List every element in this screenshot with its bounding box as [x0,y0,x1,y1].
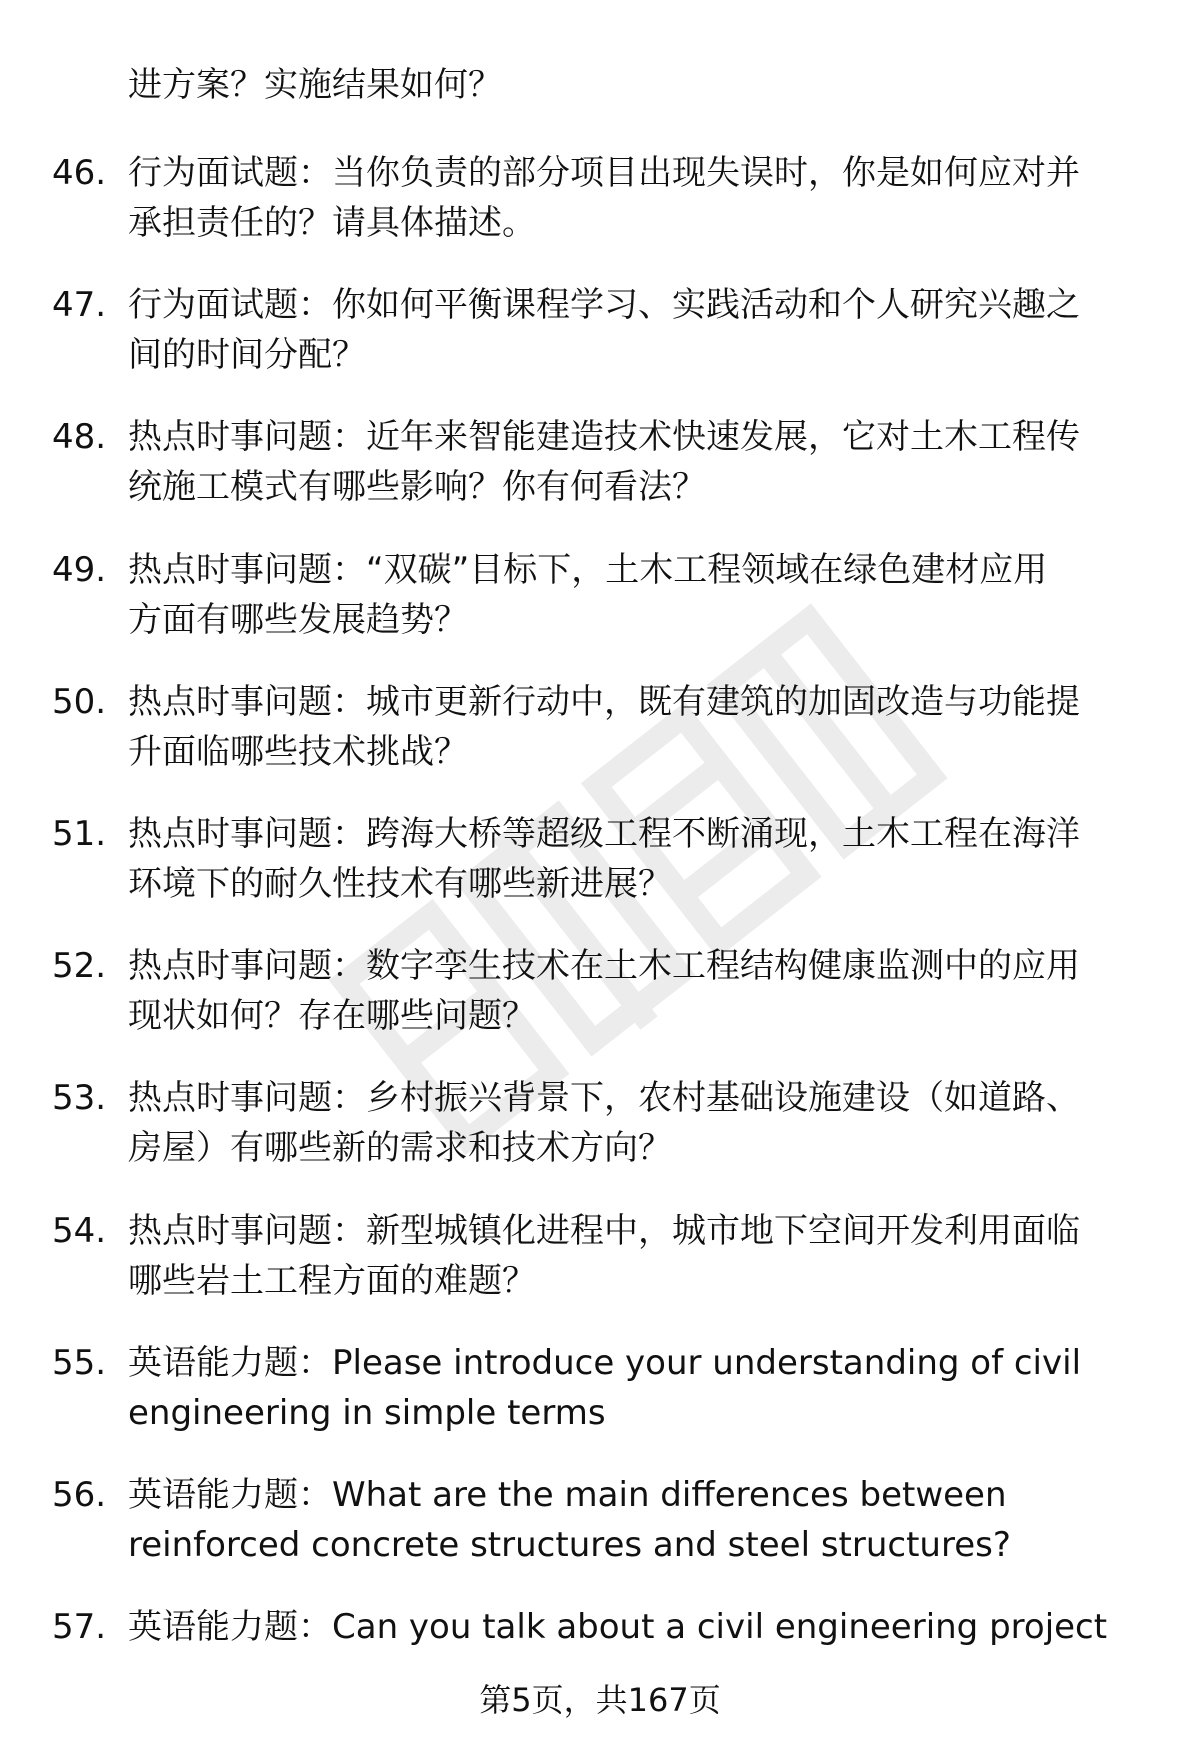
question-number: 56. [52,1474,107,1515]
question-number: 50. [52,681,107,722]
question-item [0,1470,1200,1570]
question-item [0,809,1200,909]
question-line: 方面有哪些发展趋势？ [128,599,468,640]
question-line: 统施工模式有哪些影响？你有何看法？ [128,467,706,508]
question-number: 52. [52,946,107,987]
question-line: 行为面试题：你如何平衡课程学习、实践活动和个人研究兴趣之 [128,285,1080,326]
page-number-footer: 第5页，共167页 [479,1681,721,1719]
question-number: 54. [52,1210,107,1251]
question-text [128,1206,1138,1306]
question-line: 热点时事问题：新型城镇化进程中，城市地下空间开发利用面临 [128,1210,1080,1251]
question-line: 英语能力题：Please introduce your understanding of civil [128,1342,1082,1383]
question-line: 承担责任的？请具体描述。 [128,203,536,243]
question-text [128,148,1138,248]
question-number: 46. [52,153,107,193]
question-text [128,1602,1138,1652]
question-item [0,412,1200,512]
question-number: 55. [52,1342,107,1383]
question-item [0,1206,1200,1306]
question-line: reinforced concrete structures and steel structures? [128,1524,1011,1565]
question-list [0,148,1200,1734]
question-line: 热点时事问题：跨海大桥等超级工程不断涌现，土木工程在海洋 [128,813,1080,854]
question-item [0,1338,1200,1438]
question-number: 49. [52,549,107,590]
question-number: 48. [52,417,107,458]
question-text [128,941,1138,1041]
question-line: 升面临哪些技术挑战？ [128,731,468,772]
question-text [128,412,1138,512]
question-text [128,809,1138,909]
question-number: 51. [52,813,107,854]
question-line: engineering in simple terms [128,1392,606,1433]
question-text [128,280,1138,380]
question-item [0,545,1200,645]
question-item [0,280,1200,380]
question-line: 热点时事问题：近年来智能建造技术快速发展，它对土木工程传 [128,417,1080,458]
question-line: 现状如何？存在哪些问题？ [128,996,536,1037]
question-line: 热点时事问题：“双碳”目标下，土木工程领域在绿色建材应用 [128,549,1048,590]
question-line: 热点时事问题：城市更新行动中，既有建筑的加固改造与功能提 [128,681,1080,722]
question-line: 哪些岩土工程方面的难题？ [128,1260,536,1301]
question-line: 行为面试题：当你负责的部分项目出现失误时，你是如何应对并 [128,153,1080,193]
question-number: 53. [52,1078,107,1119]
continued-question-text: 进方案？实施结果如何？ [128,65,502,105]
question-number: 47. [52,285,107,326]
question-line: 房屋）有哪些新的需求和技术方向？ [128,1128,672,1169]
question-item [0,1073,1200,1173]
question-item [0,941,1200,1041]
question-line: 热点时事问题：数字孪生技术在土木工程结构健康监测中的应用 [128,946,1080,987]
question-line: 热点时事问题：乡村振兴背景下，农村基础设施建设（如道路、 [128,1078,1080,1119]
question-line: 英语能力题：What are the main differences between [128,1474,1007,1515]
question-number: 57. [52,1607,107,1648]
question-text [128,677,1138,777]
question-item [0,148,1200,248]
question-text [128,545,1138,645]
question-text [128,1073,1138,1173]
question-line: 间的时间分配？ [128,335,366,376]
question-item [0,677,1200,777]
question-text [128,1338,1138,1438]
question-text [128,1470,1138,1570]
question-line: 环境下的耐久性技术有哪些新进展？ [128,863,672,904]
question-line: 英语能力题：Can you talk about a civil engineering project [128,1607,1108,1648]
